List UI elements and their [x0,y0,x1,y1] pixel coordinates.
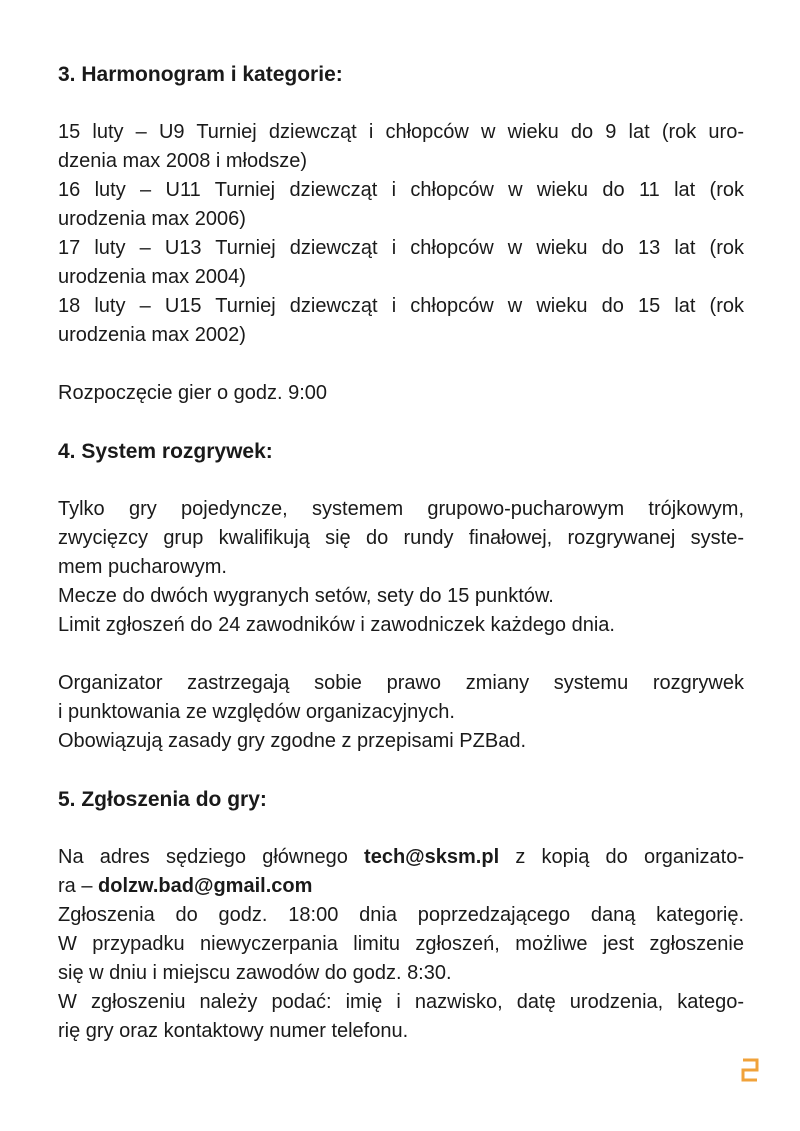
document-page [58,60,744,1046]
registration-intro-after: z kopią do organizato- [499,846,744,868]
schedule-line: 17 luty – U13 Turniej dziewcząt i chłopców w wieku do 13 lat (rok [58,237,744,259]
schedule-list [58,118,744,350]
system-line: Tylko gry pojedyncze, systemem grupowo-pucharowym trójkowym, [58,498,744,520]
registration-second-line [58,872,744,901]
registration-paragraph [58,843,744,1046]
registration-line: W zgłoszeniu należy podać: imię i nazwisko, datę urodzenia, katego- [58,991,744,1013]
organizer-email-link[interactable]: dolzw.bad@gmail.com [98,875,313,897]
registration-line: rię gry oraz kontaktowy numer telefonu. [58,1020,409,1042]
section-3-heading: 3. Harmonogram i kategorie: [58,63,343,86]
system-line: Mecze do dwóch wygranych setów, sety do 15 punktów. [58,585,554,607]
system-paragraph [58,495,744,640]
registration-line: Zgłoszenia do godz. 18:00 dnia poprzedzającego daną kategorię. [58,904,744,926]
start-time-line: Rozpoczęcie gier o godz. 9:00 [58,382,328,404]
schedule-line: 15 luty – U9 Turniej dziewcząt i chłopców w wieku do 9 lat (rok uro- [58,121,744,143]
organizer-paragraph [58,669,744,756]
schedule-line: dzenia max 2008 i młodsze) [58,150,308,172]
organizer-line: Obowiązują zasady gry zgodne z przepisami PZBad. [58,730,527,752]
registration-intro-before: Na adres sędziego głównego [58,846,365,868]
system-line: mem pucharowym. [58,556,227,578]
registration-line: się w dniu i miejscu zawodów do godz. 8:30. [58,962,452,984]
registration-second-before: ra – [58,875,99,897]
system-line: Limit zgłoszeń do 24 zawodników i zawodniczek każdego dnia. [58,614,615,636]
system-line: zwycięzcy grup kwalifikują się do rundy finałowej, rozgrywanej syste- [58,527,744,549]
start-time-text [58,379,744,408]
section-4-heading: 4. System rozgrywek: [58,440,273,463]
schedule-line: urodzenia max 2006) [58,208,246,230]
section-5-heading: 5. Zgłoszenia do gry: [58,788,267,811]
page-number-glyph [740,1057,760,1083]
organizer-line: Organizator zastrzegają sobie prawo zmiany systemu rozgrywek [58,672,744,694]
schedule-line: urodzenia max 2004) [58,266,246,288]
registration-line: W przypadku niewyczerpania limitu zgłoszeń, możliwe jest zgłoszenie [58,933,744,955]
registration-intro-line [58,843,744,872]
schedule-line: 16 luty – U11 Turniej dziewcząt i chłopców w wieku do 11 lat (rok [58,179,744,201]
organizer-line: i punktowania ze względów organizacyjnych. [58,701,455,723]
schedule-line: urodzenia max 2002) [58,324,246,346]
referee-email-link[interactable]: tech@sksm.pl [364,846,500,868]
schedule-line: 18 luty – U15 Turniej dziewcząt i chłopców w wieku do 15 lat (rok [58,295,744,317]
page-number [740,1057,760,1083]
